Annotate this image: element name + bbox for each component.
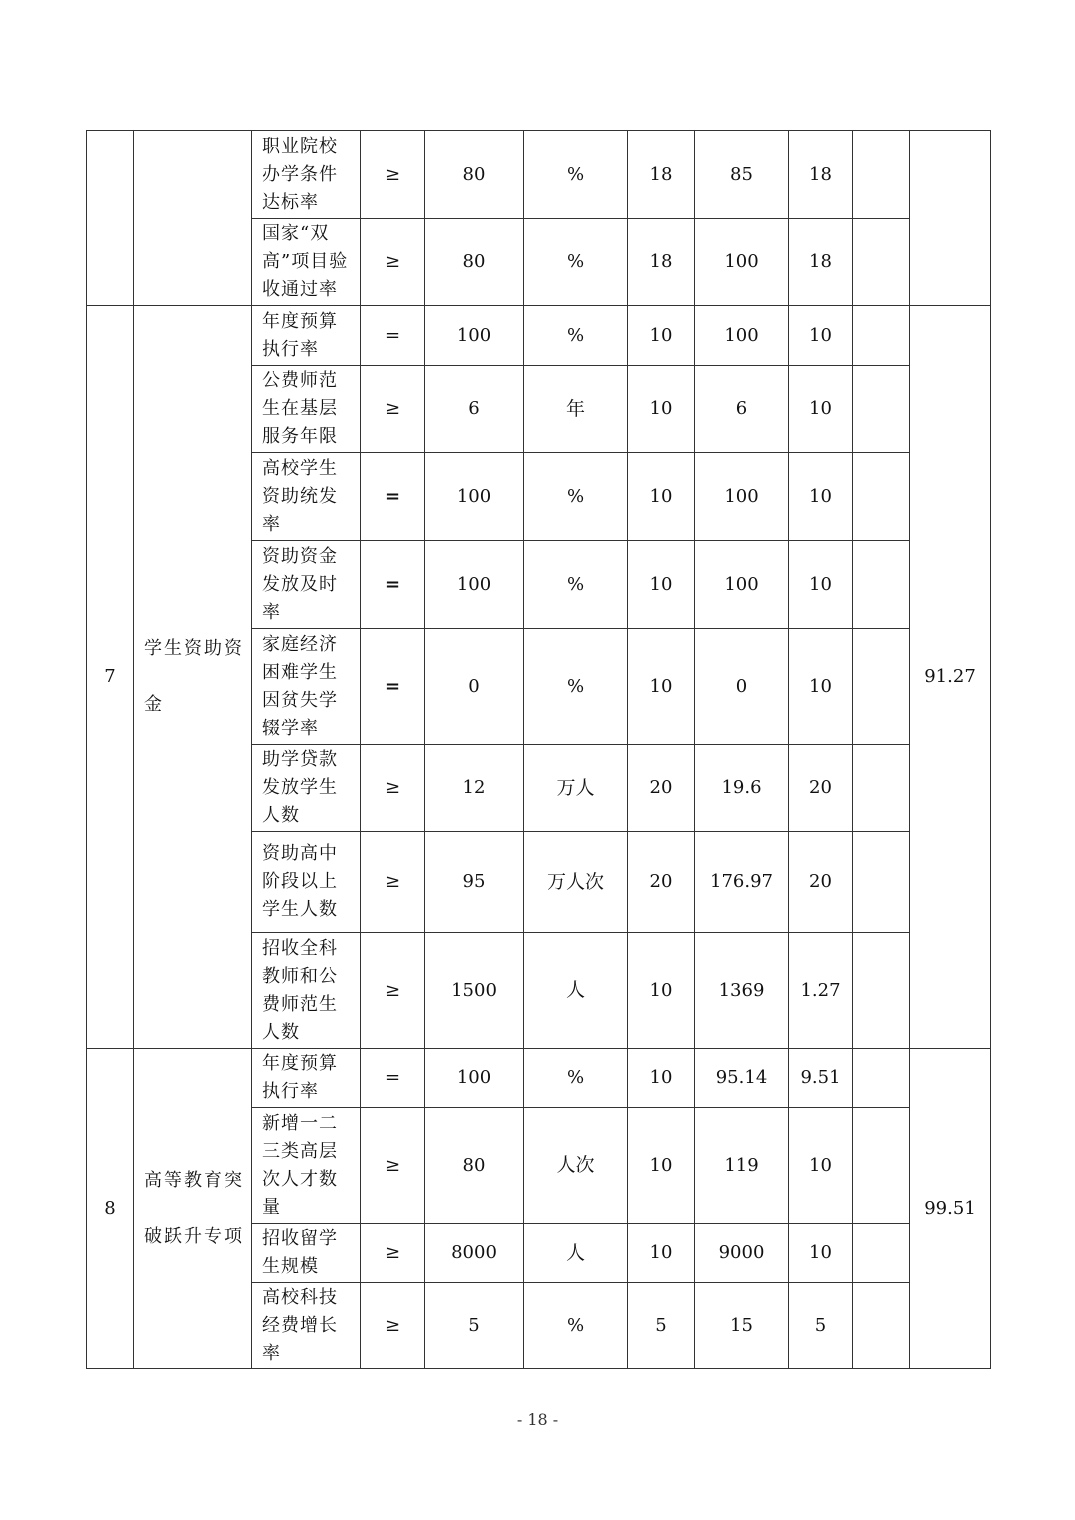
score-cell: 9.51 (789, 1049, 853, 1108)
indicator-cell: 招收留学生规模 (252, 1224, 361, 1283)
project-name-cell: 学生资助资金 (134, 306, 252, 1049)
operator-cell: = (361, 629, 425, 745)
project-name-cell (134, 131, 252, 306)
score-cell: 10 (789, 366, 853, 453)
unit-cell: % (524, 453, 628, 541)
actual-value-cell: 1369 (695, 933, 789, 1049)
actual-value-cell: 100 (695, 306, 789, 366)
target-value-cell: 0 (425, 629, 524, 745)
note-cell (853, 1049, 910, 1108)
target-value-cell: 80 (425, 219, 524, 306)
performance-table (86, 130, 991, 1369)
weight-cell: 10 (628, 541, 695, 629)
unit-cell: 人次 (524, 1108, 628, 1224)
score-cell: 10 (789, 1224, 853, 1283)
weight-cell: 5 (628, 1283, 695, 1369)
target-value-cell: 6 (425, 366, 524, 453)
unit-cell: % (524, 541, 628, 629)
operator-cell: ≥ (361, 933, 425, 1049)
weight-cell: 10 (628, 1108, 695, 1224)
weight-cell: 10 (628, 629, 695, 745)
project-number-cell (87, 131, 134, 306)
note-cell (853, 745, 910, 832)
unit-cell: 年 (524, 366, 628, 453)
total-score-cell: 99.51 (910, 1049, 991, 1369)
unit-cell: % (524, 1283, 628, 1369)
note-cell (853, 1224, 910, 1283)
operator-cell: ≥ (361, 219, 425, 306)
note-cell (853, 131, 910, 219)
target-value-cell: 100 (425, 453, 524, 541)
note-cell (853, 1283, 910, 1369)
actual-value-cell: 19.6 (695, 745, 789, 832)
operator-cell: = (361, 453, 425, 541)
project-number-cell: 8 (87, 1049, 134, 1369)
note-cell (853, 306, 910, 366)
operator-cell: = (361, 306, 425, 366)
actual-value-cell: 9000 (695, 1224, 789, 1283)
note-cell (853, 453, 910, 541)
score-cell: 20 (789, 745, 853, 832)
indicator-cell: 高校学生资助统发率 (252, 453, 361, 541)
target-value-cell: 100 (425, 306, 524, 366)
indicator-cell: 资助高中阶段以上学生人数 (252, 832, 361, 933)
operator-cell: ≥ (361, 1224, 425, 1283)
unit-cell: 万人次 (524, 832, 628, 933)
table-body (87, 131, 991, 1369)
actual-value-cell: 95.14 (695, 1049, 789, 1108)
score-cell: 10 (789, 306, 853, 366)
page-number: - 18 - (516, 1410, 559, 1429)
weight-cell: 10 (628, 1049, 695, 1108)
score-cell: 5 (789, 1283, 853, 1369)
operator-cell: = (361, 541, 425, 629)
table-row (87, 306, 991, 366)
score-cell: 20 (789, 832, 853, 933)
note-cell (853, 541, 910, 629)
target-value-cell: 95 (425, 832, 524, 933)
score-cell: 10 (789, 541, 853, 629)
target-value-cell: 5 (425, 1283, 524, 1369)
unit-cell: 万人 (524, 745, 628, 832)
target-value-cell: 100 (425, 541, 524, 629)
note-cell (853, 219, 910, 306)
score-cell: 10 (789, 629, 853, 745)
unit-cell: % (524, 1049, 628, 1108)
note-cell (853, 366, 910, 453)
unit-cell: % (524, 306, 628, 366)
score-cell: 1.27 (789, 933, 853, 1049)
operator-cell: ≥ (361, 745, 425, 832)
actual-value-cell: 176.97 (695, 832, 789, 933)
table-row (87, 1049, 991, 1108)
weight-cell: 10 (628, 306, 695, 366)
target-value-cell: 80 (425, 1108, 524, 1224)
total-score-cell: 91.27 (910, 306, 991, 1049)
indicator-cell: 高校科技经费增长率 (252, 1283, 361, 1369)
unit-cell: % (524, 219, 628, 306)
score-cell: 10 (789, 1108, 853, 1224)
actual-value-cell: 100 (695, 453, 789, 541)
weight-cell: 20 (628, 745, 695, 832)
indicator-cell: 招收全科教师和公费师范生人数 (252, 933, 361, 1049)
total-score-cell (910, 131, 991, 306)
target-value-cell: 100 (425, 1049, 524, 1108)
operator-cell: ≥ (361, 366, 425, 453)
indicator-cell: 年度预算执行率 (252, 306, 361, 366)
actual-value-cell: 15 (695, 1283, 789, 1369)
operator-cell: ≥ (361, 1283, 425, 1369)
weight-cell: 10 (628, 933, 695, 1049)
unit-cell: % (524, 131, 628, 219)
table-row (87, 131, 991, 219)
indicator-cell: 年度预算执行率 (252, 1049, 361, 1108)
operator-cell: ≥ (361, 1108, 425, 1224)
indicator-cell: 公费师范生在基层服务年限 (252, 366, 361, 453)
note-cell (853, 629, 910, 745)
operator-cell: ≥ (361, 832, 425, 933)
weight-cell: 20 (628, 832, 695, 933)
weight-cell: 10 (628, 453, 695, 541)
target-value-cell: 12 (425, 745, 524, 832)
target-value-cell: 8000 (425, 1224, 524, 1283)
unit-cell: 人 (524, 1224, 628, 1283)
actual-value-cell: 0 (695, 629, 789, 745)
target-value-cell: 1500 (425, 933, 524, 1049)
indicator-cell: 职业院校办学条件达标率 (252, 131, 361, 219)
actual-value-cell: 6 (695, 366, 789, 453)
note-cell (853, 933, 910, 1049)
indicator-cell: 新增一二三类高层次人才数量 (252, 1108, 361, 1224)
indicator-cell: 家庭经济困难学生因贫失学辍学率 (252, 629, 361, 745)
project-number-cell: 7 (87, 306, 134, 1049)
actual-value-cell: 85 (695, 131, 789, 219)
score-cell: 18 (789, 131, 853, 219)
note-cell (853, 1108, 910, 1224)
score-cell: 10 (789, 453, 853, 541)
score-cell: 18 (789, 219, 853, 306)
unit-cell: % (524, 629, 628, 745)
weight-cell: 18 (628, 219, 695, 306)
unit-cell: 人 (524, 933, 628, 1049)
indicator-cell: 助学贷款发放学生人数 (252, 745, 361, 832)
weight-cell: 18 (628, 131, 695, 219)
indicator-cell: 国家“双高”项目验收通过率 (252, 219, 361, 306)
actual-value-cell: 119 (695, 1108, 789, 1224)
weight-cell: 10 (628, 1224, 695, 1283)
note-cell (853, 832, 910, 933)
operator-cell: = (361, 1049, 425, 1108)
target-value-cell: 80 (425, 131, 524, 219)
operator-cell: ≥ (361, 131, 425, 219)
weight-cell: 10 (628, 366, 695, 453)
actual-value-cell: 100 (695, 541, 789, 629)
indicator-cell: 资助资金发放及时率 (252, 541, 361, 629)
project-name-cell: 高等教育突破跃升专项 (134, 1049, 252, 1369)
actual-value-cell: 100 (695, 219, 789, 306)
